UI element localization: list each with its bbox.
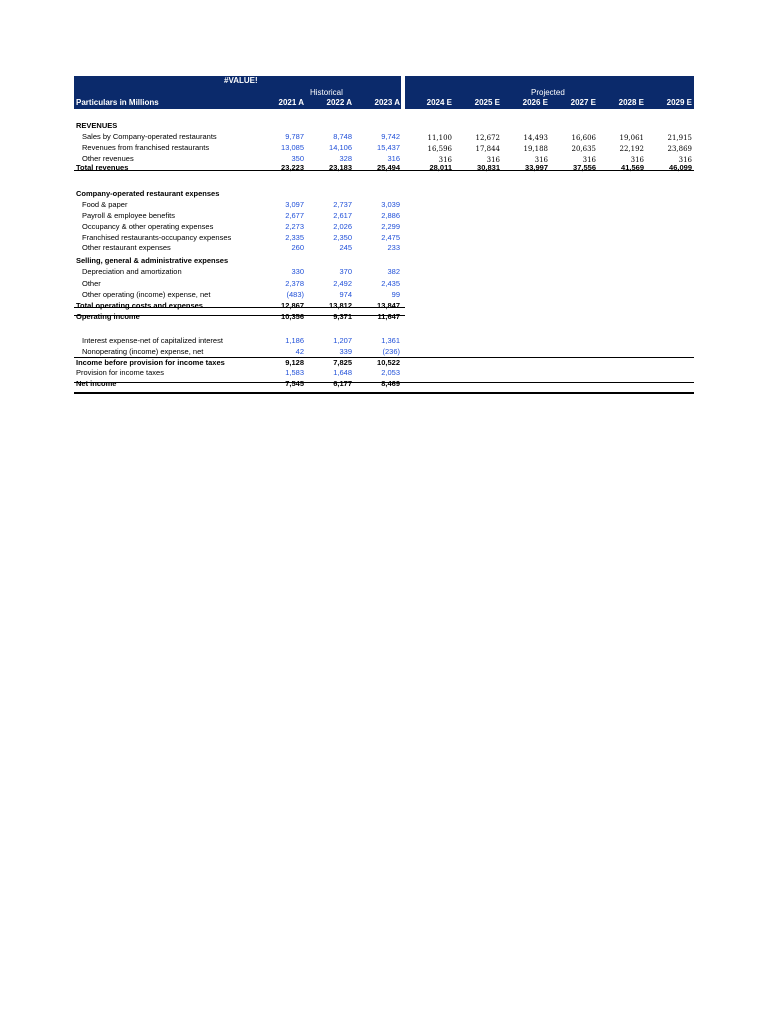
header-separator <box>401 76 405 109</box>
row-label: Total operating costs and expenses <box>76 301 203 310</box>
year-header: 2023 A <box>374 98 400 107</box>
historical-value: 13,085 <box>281 143 304 152</box>
historical-value: 8,469 <box>381 379 400 388</box>
projected-value: 28,011 <box>429 163 452 172</box>
historical-value: 245 <box>339 243 352 252</box>
particulars-label: Particulars in Millions <box>76 98 159 107</box>
projected-value: 19,061 <box>619 134 644 142</box>
historical-value: 10,522 <box>377 358 400 367</box>
row-label: Operating income <box>76 312 140 321</box>
historical-value: 2,053 <box>381 368 400 377</box>
historical-label: Historical <box>310 88 343 97</box>
historical-value: 14,106 <box>329 143 352 152</box>
projected-value: 316 <box>678 156 692 164</box>
row-label: Revenues from franchised restaurants <box>82 143 210 152</box>
historical-value: 3,039 <box>381 200 400 209</box>
projected-value: 16,596 <box>427 145 452 153</box>
historical-value: 1,186 <box>285 336 304 345</box>
historical-value: 1,361 <box>381 336 400 345</box>
row-label: Food & paper <box>82 200 128 209</box>
year-header: 2022 A <box>326 98 352 107</box>
historical-value: 99 <box>391 290 400 299</box>
historical-value: 1,207 <box>333 336 352 345</box>
projected-value: 12,672 <box>475 134 500 142</box>
row-label: Other operating (income) expense, net <box>82 290 211 299</box>
year-header: 2025 E <box>474 98 500 107</box>
rule-line <box>74 307 405 308</box>
historical-value: 25,494 <box>377 163 400 172</box>
historical-value: 316 <box>387 154 400 163</box>
row-label: Provision for income taxes <box>76 368 164 377</box>
year-header: 2021 A <box>278 98 304 107</box>
income-statement-sheet <box>74 76 694 396</box>
rule-line <box>74 170 694 171</box>
historical-value: 2,617 <box>333 211 352 220</box>
projected-value: 14,493 <box>523 134 548 142</box>
historical-value: 15,437 <box>377 143 400 152</box>
historical-value: 10,356 <box>281 312 304 321</box>
projected-value: 11,100 <box>427 134 452 142</box>
row-label: Selling, general & administrative expenses <box>76 256 229 265</box>
row-label: Income before provision for income taxes <box>76 358 225 367</box>
rule-line <box>74 357 694 358</box>
historical-value: 13,847 <box>377 301 400 310</box>
historical-value: 12,867 <box>281 301 304 310</box>
historical-value: 2,350 <box>333 233 352 242</box>
historical-value: 3,097 <box>285 200 304 209</box>
historical-value: 2,475 <box>381 233 400 242</box>
historical-value: 2,737 <box>333 200 352 209</box>
projected-value: 23,869 <box>667 145 692 153</box>
historical-value: 6,177 <box>333 379 352 388</box>
historical-value: 7,545 <box>285 379 304 388</box>
projected-value: 17,844 <box>475 145 500 153</box>
year-header: 2026 E <box>522 98 548 107</box>
row-label: Total revenues <box>76 163 129 172</box>
projected-value: 316 <box>582 156 596 164</box>
historical-value: 260 <box>291 243 304 252</box>
historical-value: 328 <box>339 154 352 163</box>
historical-value: 330 <box>291 267 304 276</box>
year-header: 2027 E <box>570 98 596 107</box>
projected-value: 37,556 <box>573 163 596 172</box>
rule-line <box>74 315 405 316</box>
historical-value: 2,886 <box>381 211 400 220</box>
historical-value: 2,273 <box>285 222 304 231</box>
historical-value: 13,812 <box>329 301 352 310</box>
row-label: Payroll & employee benefits <box>82 211 175 220</box>
projected-value: 41,569 <box>621 163 644 172</box>
value-error-cell: #VALUE! <box>224 76 258 85</box>
rule-line <box>74 382 694 383</box>
historical-value: 1,583 <box>285 368 304 377</box>
year-header: 2024 E <box>426 98 452 107</box>
row-label: Other restaurant expenses <box>82 243 171 252</box>
rule-line <box>74 392 694 394</box>
projected-value: 316 <box>486 156 500 164</box>
row-label: REVENUES <box>76 121 118 130</box>
historical-value: (236) <box>382 347 400 356</box>
row-label: Net income <box>76 379 117 388</box>
historical-value: 370 <box>339 267 352 276</box>
projected-value: 46,099 <box>669 163 692 172</box>
historical-value: 2,492 <box>333 279 352 288</box>
row-label: Other <box>82 279 101 288</box>
historical-value: 2,299 <box>381 222 400 231</box>
historical-value: 974 <box>339 290 352 299</box>
historical-value: 9,787 <box>285 132 304 141</box>
historical-value: 7,825 <box>333 358 352 367</box>
projected-value: 316 <box>438 156 452 164</box>
year-header: 2029 E <box>666 98 692 107</box>
historical-value: (483) <box>286 290 304 299</box>
projected-value: 20,635 <box>571 145 596 153</box>
historical-value: 350 <box>291 154 304 163</box>
row-label: Occupancy & other operating expenses <box>82 222 214 231</box>
projected-value: 316 <box>534 156 548 164</box>
projected-label: Projected <box>531 88 565 97</box>
historical-value: 1,648 <box>333 368 352 377</box>
row-label: Nonoperating (income) expense, net <box>82 347 204 356</box>
projected-value: 30,831 <box>477 163 500 172</box>
historical-value: 11,647 <box>377 312 400 321</box>
projected-value: 33,997 <box>525 163 548 172</box>
row-label: Franchised restaurants-occupancy expenses <box>82 233 232 242</box>
row-label: Interest expense-net of capitalized interest <box>82 336 223 345</box>
projected-value: 16,606 <box>571 134 596 142</box>
historical-value: 9,742 <box>381 132 400 141</box>
projected-value: 19,188 <box>523 145 548 153</box>
historical-value: 9,371 <box>333 312 352 321</box>
historical-value: 23,223 <box>281 163 304 172</box>
historical-value: 2,335 <box>285 233 304 242</box>
row-label: Other revenues <box>82 154 134 163</box>
historical-value: 2,677 <box>285 211 304 220</box>
row-label: Sales by Company-operated restaurants <box>82 132 217 141</box>
historical-value: 2,026 <box>333 222 352 231</box>
historical-value: 339 <box>339 347 352 356</box>
projected-value: 316 <box>630 156 644 164</box>
projected-value: 21,915 <box>667 134 692 142</box>
projected-value: 22,192 <box>619 145 644 153</box>
historical-value: 382 <box>387 267 400 276</box>
historical-value: 2,378 <box>285 279 304 288</box>
historical-value: 23,183 <box>329 163 352 172</box>
year-header: 2028 E <box>618 98 644 107</box>
row-label: Depreciation and amortization <box>82 267 182 276</box>
historical-value: 9,128 <box>285 358 304 367</box>
row-label: Company-operated restaurant expenses <box>76 189 220 198</box>
historical-value: 233 <box>387 243 400 252</box>
historical-value: 42 <box>295 347 304 356</box>
historical-value: 8,748 <box>333 132 352 141</box>
historical-value: 2,435 <box>381 279 400 288</box>
